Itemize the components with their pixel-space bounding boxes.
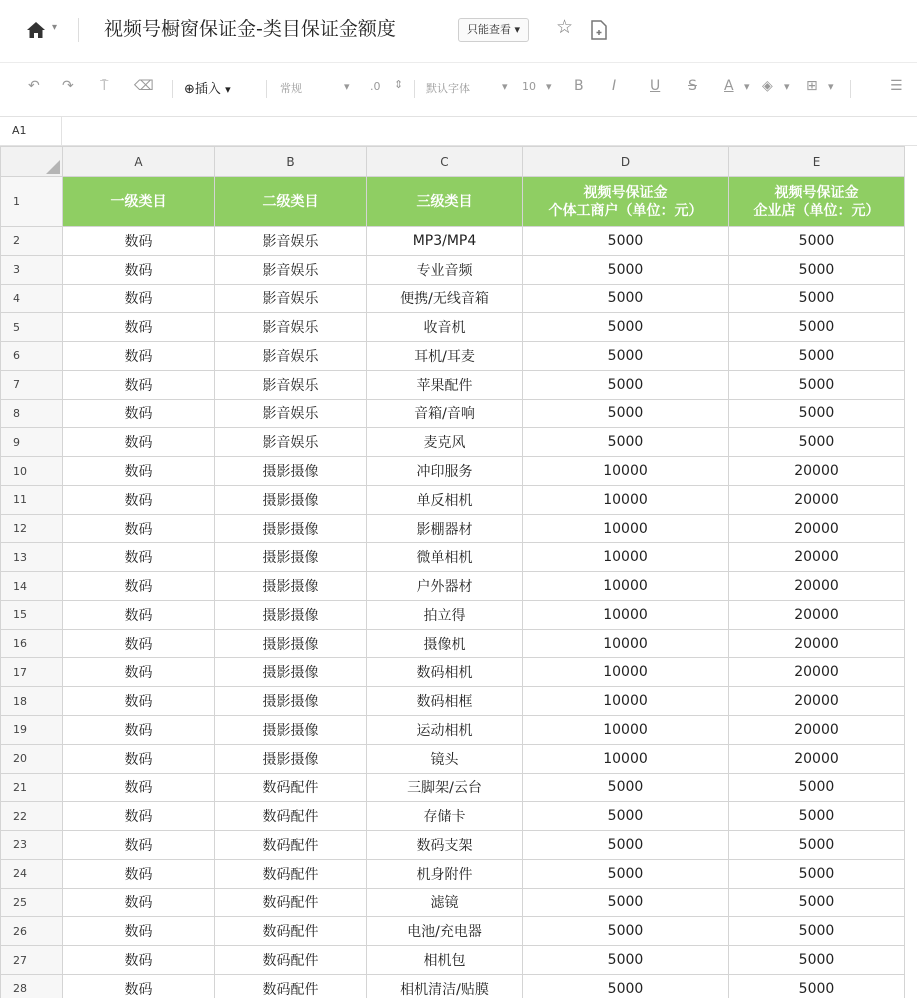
cell-a[interactable]: 数码 (63, 457, 215, 486)
table-row (1, 802, 905, 831)
cell-a[interactable]: 数码 (63, 342, 215, 371)
column-header-d[interactable]: D (523, 147, 729, 177)
header-cell-d-line1: 视频号保证金 (583, 184, 668, 201)
cell-d[interactable]: 10000 (523, 572, 729, 601)
formula-bar (0, 116, 917, 146)
cell-b[interactable]: 摄影摄像 (215, 485, 367, 514)
row-header[interactable]: 3 (1, 255, 63, 284)
row-header[interactable]: 2 (1, 227, 63, 256)
cell-a[interactable]: 数码 (63, 629, 215, 658)
row-header[interactable]: 14 (1, 572, 63, 601)
cell-b[interactable]: 摄影摄像 (215, 687, 367, 716)
cell-c[interactable]: 相机清洁/贴膜 (367, 974, 523, 998)
table-row (1, 284, 905, 313)
header-cell-d-line2: 个体工商户（单位：元） (548, 202, 703, 219)
cell-e[interactable]: 20000 (729, 514, 905, 543)
row-header[interactable]: 7 (1, 370, 63, 399)
toolbar-divider (172, 80, 173, 98)
cell-d[interactable]: 5000 (523, 859, 729, 888)
cell-e[interactable]: 20000 (729, 744, 905, 773)
cell-c[interactable]: 数码相框 (367, 687, 523, 716)
row-header[interactable]: 13 (1, 543, 63, 572)
cell-c[interactable]: 运动相机 (367, 716, 523, 745)
cell-d[interactable]: 5000 (523, 888, 729, 917)
cell-d[interactable]: 5000 (523, 831, 729, 860)
cell-d[interactable]: 5000 (523, 284, 729, 313)
cell-e[interactable]: 20000 (729, 543, 905, 572)
cell-b[interactable]: 影音娱乐 (215, 370, 367, 399)
cell-c[interactable]: 专业音频 (367, 255, 523, 284)
cell-a[interactable]: 数码 (63, 888, 215, 917)
table-row (1, 744, 905, 773)
toolbar-divider (414, 80, 415, 98)
cell-d[interactable]: 10000 (523, 457, 729, 486)
cell-e[interactable]: 5000 (729, 917, 905, 946)
insert-button[interactable] (184, 78, 231, 97)
spreadsheet-grid (0, 146, 905, 998)
table-row (1, 629, 905, 658)
row-header[interactable]: 5 (1, 313, 63, 342)
cell-a[interactable]: 数码 (63, 370, 215, 399)
cell-a[interactable]: 数码 (63, 227, 215, 256)
italic-button[interactable]: I (612, 78, 617, 94)
cell-d[interactable]: 5000 (523, 313, 729, 342)
cell-b[interactable]: 影音娱乐 (215, 227, 367, 256)
table-row (1, 457, 905, 486)
cell-e[interactable]: 5000 (729, 974, 905, 998)
cell-c[interactable]: 数码相机 (367, 658, 523, 687)
row-header[interactable]: 8 (1, 399, 63, 428)
cell-c[interactable]: 麦克风 (367, 428, 523, 457)
table-row (1, 974, 905, 998)
cell-a[interactable]: 数码 (63, 716, 215, 745)
home-caret-icon[interactable]: ▾ (52, 22, 58, 33)
cell-d[interactable]: 5000 (523, 255, 729, 284)
insert-caret-icon: ▾ (225, 83, 231, 96)
header-cell-b[interactable]: 二级类目 (215, 177, 367, 227)
cell-e[interactable]: 5000 (729, 399, 905, 428)
row-header[interactable]: 12 (1, 514, 63, 543)
cell-e[interactable]: 20000 (729, 629, 905, 658)
cell-a[interactable]: 数码 (63, 946, 215, 975)
cell-b[interactable]: 数码配件 (215, 888, 367, 917)
table-row (1, 370, 905, 399)
cell-d[interactable]: 5000 (523, 227, 729, 256)
readonly-badge[interactable] (458, 18, 529, 42)
row-header[interactable]: 21 (1, 773, 63, 802)
cell-c[interactable]: MP3/MP4 (367, 227, 523, 256)
cell-d[interactable]: 5000 (523, 342, 729, 371)
cell-c[interactable]: 影棚器材 (367, 514, 523, 543)
cell-b[interactable]: 摄影摄像 (215, 457, 367, 486)
row-header[interactable]: 19 (1, 716, 63, 745)
table-row (1, 428, 905, 457)
cell-d[interactable]: 10000 (523, 716, 729, 745)
cell-d[interactable]: 10000 (523, 687, 729, 716)
cell-a[interactable]: 数码 (63, 744, 215, 773)
cell-e[interactable]: 20000 (729, 600, 905, 629)
cell-b[interactable]: 数码配件 (215, 859, 367, 888)
star-icon[interactable]: ☆ (556, 16, 574, 38)
column-header-a[interactable]: A (63, 147, 215, 177)
readonly-caret-icon: ▾ (514, 23, 521, 36)
row-header[interactable]: 9 (1, 428, 63, 457)
cell-b[interactable]: 摄影摄像 (215, 629, 367, 658)
row-header[interactable]: 18 (1, 687, 63, 716)
cell-b[interactable]: 影音娱乐 (215, 399, 367, 428)
font-size-select[interactable]: 10 (522, 80, 536, 93)
cell-a[interactable]: 数码 (63, 974, 215, 998)
borders-caret-icon[interactable]: ▾ (828, 80, 834, 93)
cell-e[interactable]: 20000 (729, 687, 905, 716)
cell-d[interactable]: 10000 (523, 514, 729, 543)
cell-b[interactable]: 数码配件 (215, 802, 367, 831)
cell-a[interactable]: 数码 (63, 514, 215, 543)
font-color-button[interactable]: A (724, 78, 734, 94)
cell-b[interactable]: 摄影摄像 (215, 658, 367, 687)
cell-c[interactable]: 摄像机 (367, 629, 523, 658)
cell-c[interactable]: 镜头 (367, 744, 523, 773)
cell-e[interactable]: 5000 (729, 946, 905, 975)
align-icon[interactable]: ☰ (890, 78, 903, 94)
cell-e[interactable]: 5000 (729, 802, 905, 831)
cell-e[interactable]: 5000 (729, 342, 905, 371)
header-cell-e-line2: 企业店（单位：元） (753, 202, 880, 219)
font-family-select[interactable]: 默认字体 (426, 82, 470, 95)
cell-b[interactable]: 数码配件 (215, 831, 367, 860)
cell-e[interactable]: 5000 (729, 255, 905, 284)
row-header[interactable]: 4 (1, 284, 63, 313)
table-row (1, 917, 905, 946)
table-row (1, 514, 905, 543)
cell-a[interactable]: 数码 (63, 428, 215, 457)
cell-e[interactable]: 5000 (729, 859, 905, 888)
table-row (1, 831, 905, 860)
row-header[interactable]: 28 (1, 974, 63, 998)
table-row (1, 342, 905, 371)
cell-c[interactable]: 耳机/耳麦 (367, 342, 523, 371)
cell-b[interactable]: 摄影摄像 (215, 716, 367, 745)
row-header[interactable]: 20 (1, 744, 63, 773)
cell-a[interactable]: 数码 (63, 917, 215, 946)
cell-d[interactable]: 10000 (523, 543, 729, 572)
cell-c[interactable]: 单反相机 (367, 485, 523, 514)
sheet-table (0, 146, 905, 998)
cell-e[interactable]: 5000 (729, 370, 905, 399)
eraser-icon[interactable]: ⌫ (134, 78, 154, 94)
cell-b[interactable]: 数码配件 (215, 946, 367, 975)
cell-c[interactable]: 微单相机 (367, 543, 523, 572)
cell-e[interactable]: 5000 (729, 888, 905, 917)
cell-d[interactable]: 5000 (523, 946, 729, 975)
cell-d[interactable]: 5000 (523, 917, 729, 946)
cell-a[interactable]: 数码 (63, 284, 215, 313)
column-header-e[interactable]: E (729, 147, 905, 177)
title-divider (78, 18, 79, 42)
select-all-corner[interactable] (1, 147, 63, 177)
row-header[interactable]: 27 (1, 946, 63, 975)
name-box[interactable]: A1 (0, 117, 62, 145)
table-row (1, 485, 905, 514)
row-header[interactable]: 16 (1, 629, 63, 658)
table-row (1, 716, 905, 745)
number-format-caret-icon[interactable]: ▾ (344, 80, 350, 93)
readonly-label: 只能查看 (467, 23, 511, 36)
cell-c[interactable]: 苹果配件 (367, 370, 523, 399)
cell-d[interactable]: 10000 (523, 744, 729, 773)
cell-d[interactable]: 10000 (523, 600, 729, 629)
doc-title[interactable]: 视频号橱窗保证金-类目保证金额度 (104, 18, 396, 40)
format-painter-icon[interactable]: ⍑ (100, 78, 109, 94)
toolbar-divider (850, 80, 851, 98)
cell-e[interactable]: 20000 (729, 485, 905, 514)
insert-label: 插入 (194, 82, 221, 97)
strikethrough-button[interactable]: S (688, 78, 697, 94)
header-cell-c[interactable]: 三级类目 (367, 177, 523, 227)
row-header[interactable]: 24 (1, 859, 63, 888)
row-header[interactable]: 6 (1, 342, 63, 371)
row-header[interactable]: 25 (1, 888, 63, 917)
cell-c[interactable]: 存储卡 (367, 802, 523, 831)
toolbar-divider (266, 80, 267, 98)
cell-c[interactable]: 滤镜 (367, 888, 523, 917)
table-row (1, 773, 905, 802)
header-cell-d[interactable] (523, 177, 729, 227)
home-icon[interactable] (26, 20, 46, 40)
title-bar (0, 0, 917, 62)
font-family-caret-icon[interactable]: ▾ (502, 80, 508, 93)
row-header[interactable]: 10 (1, 457, 63, 486)
cell-c[interactable]: 收音机 (367, 313, 523, 342)
cell-a[interactable]: 数码 (63, 543, 215, 572)
cell-a[interactable]: 数码 (63, 773, 215, 802)
cell-a[interactable]: 数码 (63, 255, 215, 284)
cell-e[interactable]: 5000 (729, 831, 905, 860)
cell-b[interactable]: 摄影摄像 (215, 572, 367, 601)
decimal-stepper-icon[interactable]: ⇕ (394, 78, 404, 91)
cell-e[interactable]: 20000 (729, 457, 905, 486)
table-row (1, 399, 905, 428)
font-color-caret-icon[interactable]: ▾ (744, 80, 750, 93)
cell-c[interactable]: 电池/充电器 (367, 917, 523, 946)
header-cell-a[interactable]: 一级类目 (63, 177, 215, 227)
decimal-stepper[interactable]: .0 (370, 80, 381, 93)
cell-a[interactable]: 数码 (63, 658, 215, 687)
fill-color-icon[interactable]: ◈ (762, 78, 773, 94)
borders-icon[interactable]: ⊞ (806, 78, 818, 94)
cell-e[interactable]: 5000 (729, 773, 905, 802)
cell-d[interactable]: 10000 (523, 658, 729, 687)
cell-c[interactable]: 音箱/音响 (367, 399, 523, 428)
row-header[interactable]: 23 (1, 831, 63, 860)
table-row (1, 687, 905, 716)
cell-e[interactable]: 5000 (729, 428, 905, 457)
cell-c[interactable]: 便携/无线音箱 (367, 284, 523, 313)
cell-a[interactable]: 数码 (63, 485, 215, 514)
table-row (1, 313, 905, 342)
cell-a[interactable]: 数码 (63, 572, 215, 601)
cell-d[interactable]: 5000 (523, 370, 729, 399)
cell-c[interactable]: 冲印服务 (367, 457, 523, 486)
cell-d[interactable]: 10000 (523, 485, 729, 514)
cell-c[interactable]: 三脚架/云台 (367, 773, 523, 802)
cell-b[interactable]: 数码配件 (215, 917, 367, 946)
row-header[interactable]: 1 (1, 177, 63, 227)
row-header[interactable]: 11 (1, 485, 63, 514)
cell-b[interactable]: 摄影摄像 (215, 514, 367, 543)
column-header-b[interactable]: B (215, 147, 367, 177)
underline-button[interactable]: U (650, 78, 661, 94)
cell-d[interactable]: 5000 (523, 773, 729, 802)
header-cell-e-line1: 视频号保证金 (774, 184, 859, 201)
table-row (1, 543, 905, 572)
cell-e[interactable]: 20000 (729, 658, 905, 687)
cell-b[interactable]: 摄影摄像 (215, 543, 367, 572)
cell-c[interactable]: 户外器材 (367, 572, 523, 601)
header-cell-e[interactable] (729, 177, 905, 227)
select-all-icon (46, 160, 60, 174)
row-header[interactable]: 22 (1, 802, 63, 831)
cell-a[interactable]: 数码 (63, 859, 215, 888)
row-header[interactable]: 26 (1, 917, 63, 946)
cell-e[interactable]: 20000 (729, 572, 905, 601)
cell-e[interactable]: 5000 (729, 284, 905, 313)
table-row (1, 572, 905, 601)
cell-b[interactable]: 影音娱乐 (215, 428, 367, 457)
cell-d[interactable]: 5000 (523, 802, 729, 831)
cell-c[interactable]: 拍立得 (367, 600, 523, 629)
font-size-caret-icon[interactable]: ▾ (546, 80, 552, 93)
doc-share-icon[interactable] (590, 20, 608, 40)
table-header-row (1, 177, 905, 227)
cell-a[interactable]: 数码 (63, 399, 215, 428)
cell-b[interactable]: 摄影摄像 (215, 744, 367, 773)
cell-c[interactable]: 机身附件 (367, 859, 523, 888)
cell-a[interactable]: 数码 (63, 831, 215, 860)
row-header[interactable]: 17 (1, 658, 63, 687)
cell-d[interactable]: 5000 (523, 428, 729, 457)
table-row (1, 600, 905, 629)
cell-b[interactable]: 影音娱乐 (215, 255, 367, 284)
cell-e[interactable]: 20000 (729, 716, 905, 745)
cell-a[interactable]: 数码 (63, 313, 215, 342)
table-row (1, 227, 905, 256)
cell-b[interactable]: 摄影摄像 (215, 600, 367, 629)
row-header[interactable]: 15 (1, 600, 63, 629)
cell-b[interactable]: 数码配件 (215, 773, 367, 802)
table-row (1, 946, 905, 975)
plus-circle-icon: ⊕ (184, 82, 195, 97)
fill-color-caret-icon[interactable]: ▾ (784, 80, 790, 93)
table-row (1, 859, 905, 888)
cell-d[interactable]: 10000 (523, 629, 729, 658)
table-row (1, 888, 905, 917)
table-row (1, 255, 905, 284)
number-format-select[interactable]: 常规 (280, 82, 302, 95)
cell-a[interactable]: 数码 (63, 600, 215, 629)
cell-e[interactable]: 5000 (729, 227, 905, 256)
cell-b[interactable]: 影音娱乐 (215, 342, 367, 371)
column-header-c[interactable]: C (367, 147, 523, 177)
cell-a[interactable]: 数码 (63, 687, 215, 716)
cell-c[interactable]: 数码支架 (367, 831, 523, 860)
cell-b[interactable]: 影音娱乐 (215, 313, 367, 342)
cell-d[interactable]: 5000 (523, 399, 729, 428)
table-row (1, 658, 905, 687)
cell-b[interactable]: 数码配件 (215, 974, 367, 998)
cell-c[interactable]: 相机包 (367, 946, 523, 975)
cell-a[interactable]: 数码 (63, 802, 215, 831)
redo-icon[interactable]: ↷ (62, 78, 74, 94)
cell-b[interactable]: 影音娱乐 (215, 284, 367, 313)
cell-d[interactable]: 5000 (523, 974, 729, 998)
undo-icon[interactable]: ↶ (28, 78, 40, 94)
bold-button[interactable]: B (574, 78, 584, 94)
cell-e[interactable]: 5000 (729, 313, 905, 342)
